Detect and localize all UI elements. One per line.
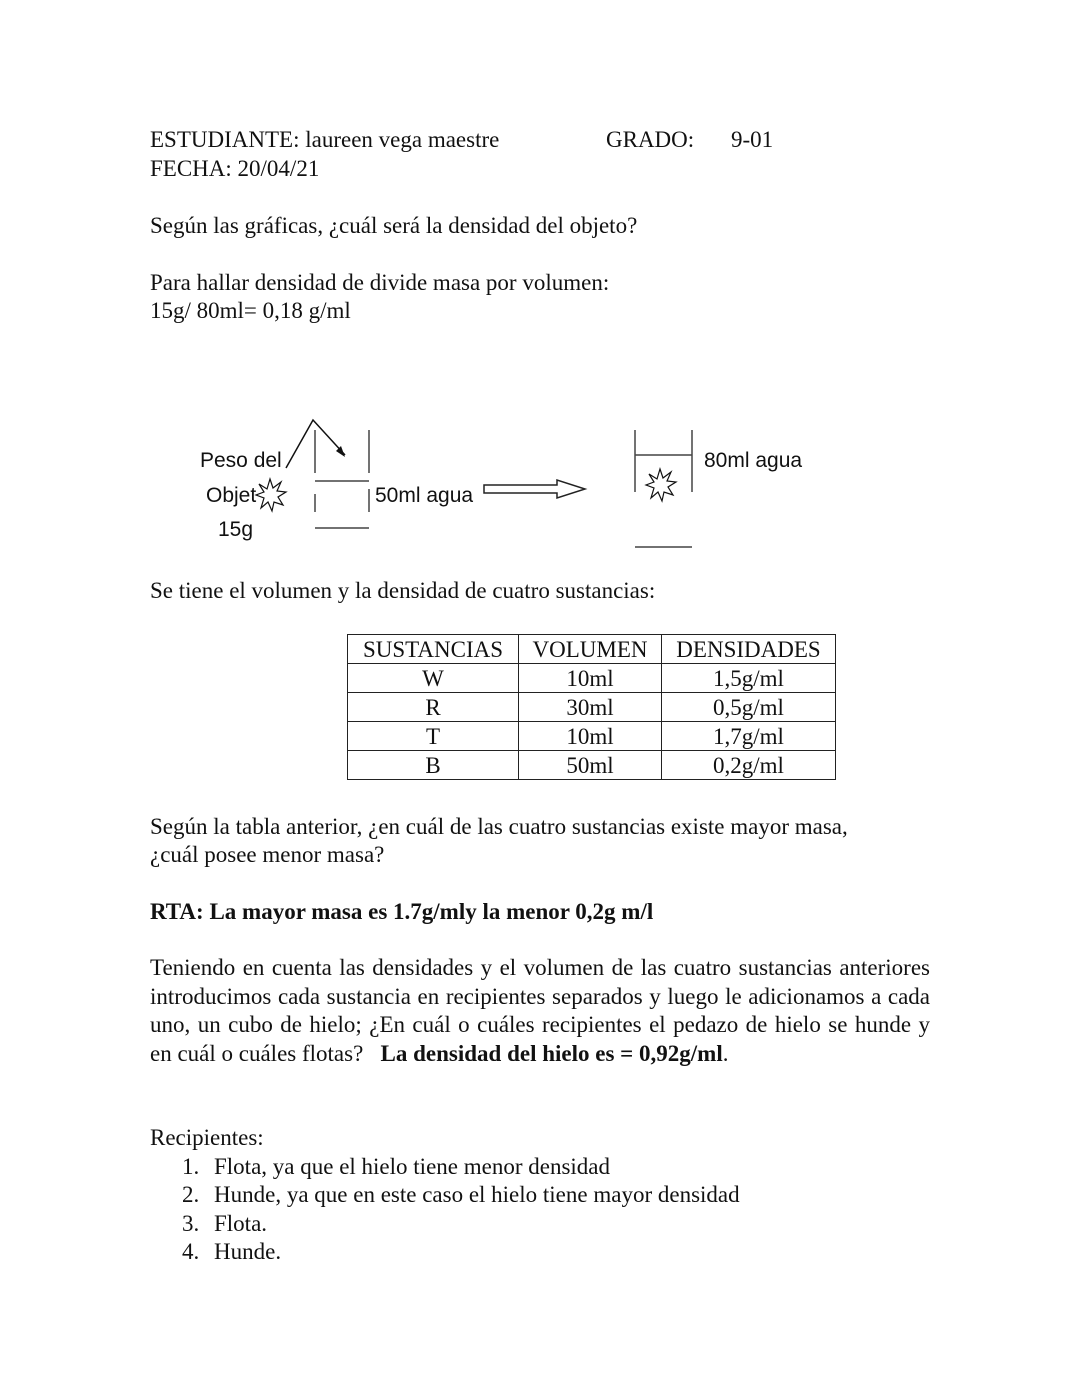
beaker-50ml-icon [315,430,369,528]
question2-prompt-line2: ¿cuál posee menor masa? [150,842,385,867]
question2-answer: RTA: La mayor masa es 1.7g/mly la menor 0,2g m/l [150,899,654,924]
substances-table [347,634,836,780]
question1-prompt: Según las gráficas, ¿cuál será la densidad del objeto? [150,213,638,238]
grade-label: GRADO: [606,127,695,152]
question2-prompt-line1: Según la tabla anterior, ¿en cuál de las cuatro sustancias existe mayor masa, [150,814,848,839]
cell-volume: 10ml [519,664,662,693]
grade-value: 9-01 [731,127,774,152]
question3-text: Teniendo en cuenta las densidades y el volumen de las cuatro sustancias anteriores introducimos cada sustancia en recipientes separados y luego le adicionamos a cada uno, un cubo de hielo; ¿En cuál o cuáles recipientes el pedazo de hielo se hunde y en cuál o cuáles flotas? [150,955,930,1066]
diagram-shapes [0,0,1080,600]
question2-intro: Se tiene el volumen y la densidad de cuatro sustancias: [150,578,656,603]
header-sustancias: SUSTANCIAS [348,635,519,664]
beaker2-label: 80ml agua [704,449,803,472]
list-title: Recipientes: [150,1125,264,1150]
containers-list [150,1124,740,1267]
list-item: 3. Flota. [182,1210,268,1236]
table-row [348,751,836,780]
object-label-line2: Objet [206,484,257,507]
object-weight: 15g [218,518,254,541]
header-volumen: VOLUMEN [519,635,662,664]
object-label-line1: Peso del [200,449,282,472]
cell-substance: B [348,751,519,780]
list-item: 2. Hunde, ya que en este caso el hielo tiene mayor densidad [182,1182,740,1207]
header-densidades: DENSIDADES [662,635,836,664]
table-row [348,722,836,751]
cell-volume: 10ml [519,722,662,751]
cell-substance: W [348,664,519,693]
cell-density: 0,2g/ml [662,751,836,780]
cell-volume: 50ml [519,751,662,780]
beaker1-label: 50ml agua [375,484,474,507]
table-row [348,693,836,722]
cell-density: 0,5g/ml [662,693,836,722]
ice-density-note: La densidad del hielo es = 0,92g/ml [380,1040,723,1066]
student-name: ESTUDIANTE: laureen vega maestre [150,127,500,152]
paragraph-period: . [722,1040,729,1066]
question1-explanation: Para hallar densidad de divide masa por volumen: [150,270,610,295]
cell-density: 1,5g/ml [662,664,836,693]
table-row [348,664,836,693]
list-item: 4. Hunde. [182,1239,282,1264]
question1-calculation: 15g/ 80ml= 0,18 g/ml [150,298,351,323]
date-label: FECHA: 20/04/21 [150,156,320,181]
explosion-star-icon [646,469,676,501]
cell-substance: T [348,722,519,751]
arrow-right-icon [484,480,585,498]
cell-density: 1,7g/ml [662,722,836,751]
explosion-star-icon [256,479,286,511]
list-item: 1. Flota, ya que el hielo tiene menor densidad [182,1153,610,1179]
question3-paragraph [150,954,930,1068]
cell-volume: 30ml [519,693,662,722]
cell-substance: R [348,693,519,722]
table-header-row [348,635,836,664]
